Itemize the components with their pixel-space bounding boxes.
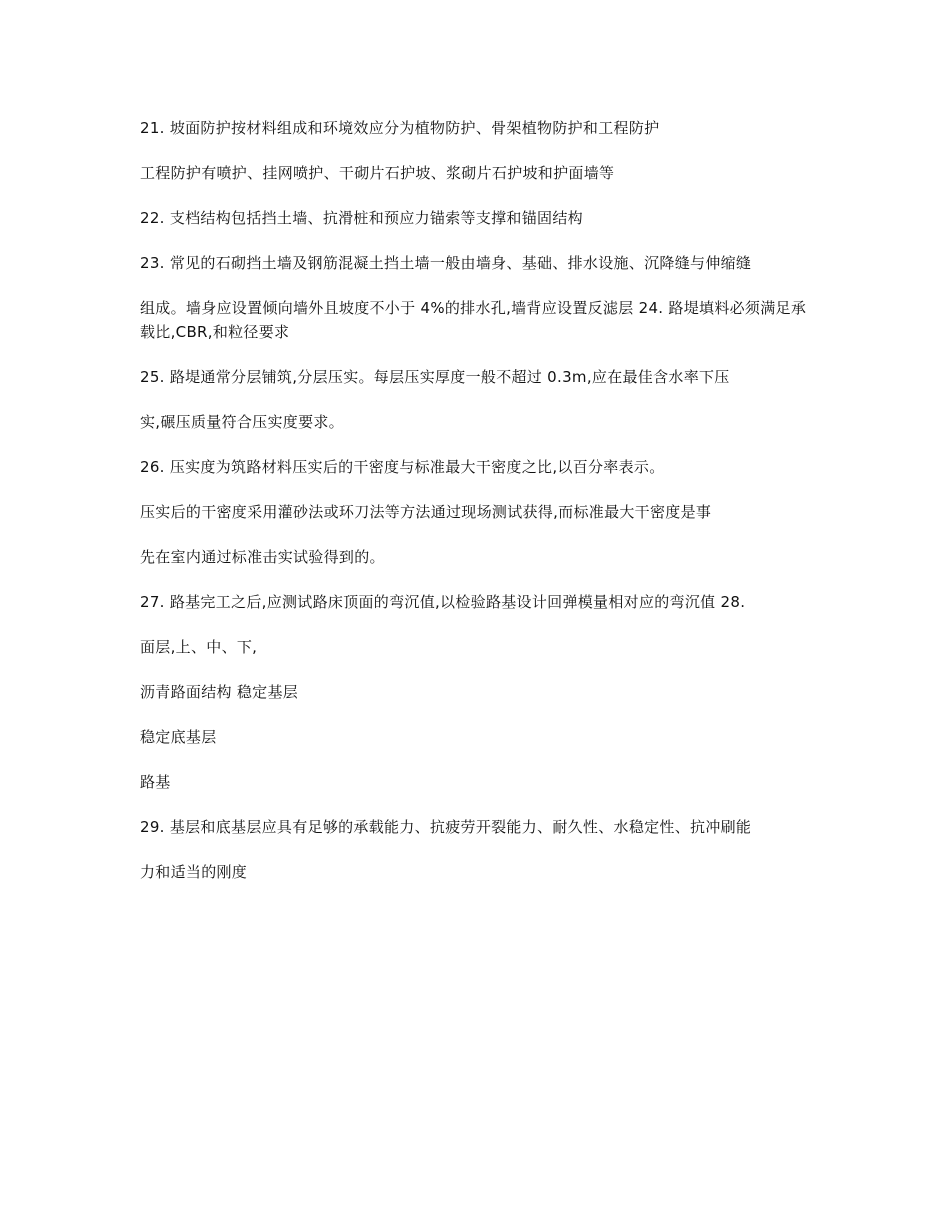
paragraph-29: 29. 基层和底基层应具有足够的承载能力、抗疲劳开裂能力、耐久性、水稳定性、抗冲刷能 bbox=[140, 818, 752, 836]
paragraph-25-cont: 实,碾压质量符合压实度要求。 bbox=[140, 413, 344, 431]
paragraph-25: 25. 路堤通常分层铺筑,分层压实。每层压实厚度一般不超过 0.3m,应在最佳含水率下压 bbox=[140, 368, 730, 386]
document-body bbox=[140, 116, 812, 905]
paragraph-26-cont-2: 先在室内通过标准击实试验得到的。 bbox=[140, 548, 385, 566]
paragraph-pavement-structure: 沥青路面结构 稳定基层 bbox=[140, 683, 299, 701]
paragraph-subbase: 稳定底基层 bbox=[140, 728, 217, 746]
paragraph-26-cont: 压实后的干密度采用灌砂法或环刀法等方法通过现场测试获得,而标准最大干密度是事 bbox=[140, 503, 712, 521]
paragraph-surface-layer: 面层,上、中、下, bbox=[140, 638, 258, 656]
paragraph-22: 22. 支档结构包括挡土墙、抗滑桩和预应力锚索等支撑和锚固结构 bbox=[140, 209, 583, 227]
paragraph-26: 26. 压实度为筑路材料压实后的干密度与标准最大干密度之比,以百分率表示。 bbox=[140, 458, 665, 476]
paragraph-21: 21. 坡面防护按材料组成和环境效应分为植物防护、骨架植物防护和工程防护 bbox=[140, 119, 660, 137]
paragraph-27-28: 27. 路基完工之后,应测试路床顶面的弯沉值,以检验路基设计回弹模量相对应的弯沉值 28. bbox=[140, 593, 746, 611]
paragraph-engineering-protection: 工程防护有喷护、挂网喷护、干砌片石护坡、浆砌片石护坡和护面墙等 bbox=[140, 164, 615, 182]
paragraph-subgrade: 路基 bbox=[140, 773, 171, 791]
paragraph-29-cont: 力和适当的刚度 bbox=[140, 863, 248, 881]
paragraph-23: 23. 常见的石砌挡土墙及钢筋混凝土挡土墙一般由墙身、基础、排水设施、沉降缝与伸缩缝 bbox=[140, 254, 752, 272]
paragraph-23-cont-24: 组成。墙身应设置倾向墙外且坡度不小于 4%的排水孔,墙背应设置反滤层 24. 路堤填料必须满足承载比,CBR,和粒径要求 bbox=[140, 299, 807, 341]
